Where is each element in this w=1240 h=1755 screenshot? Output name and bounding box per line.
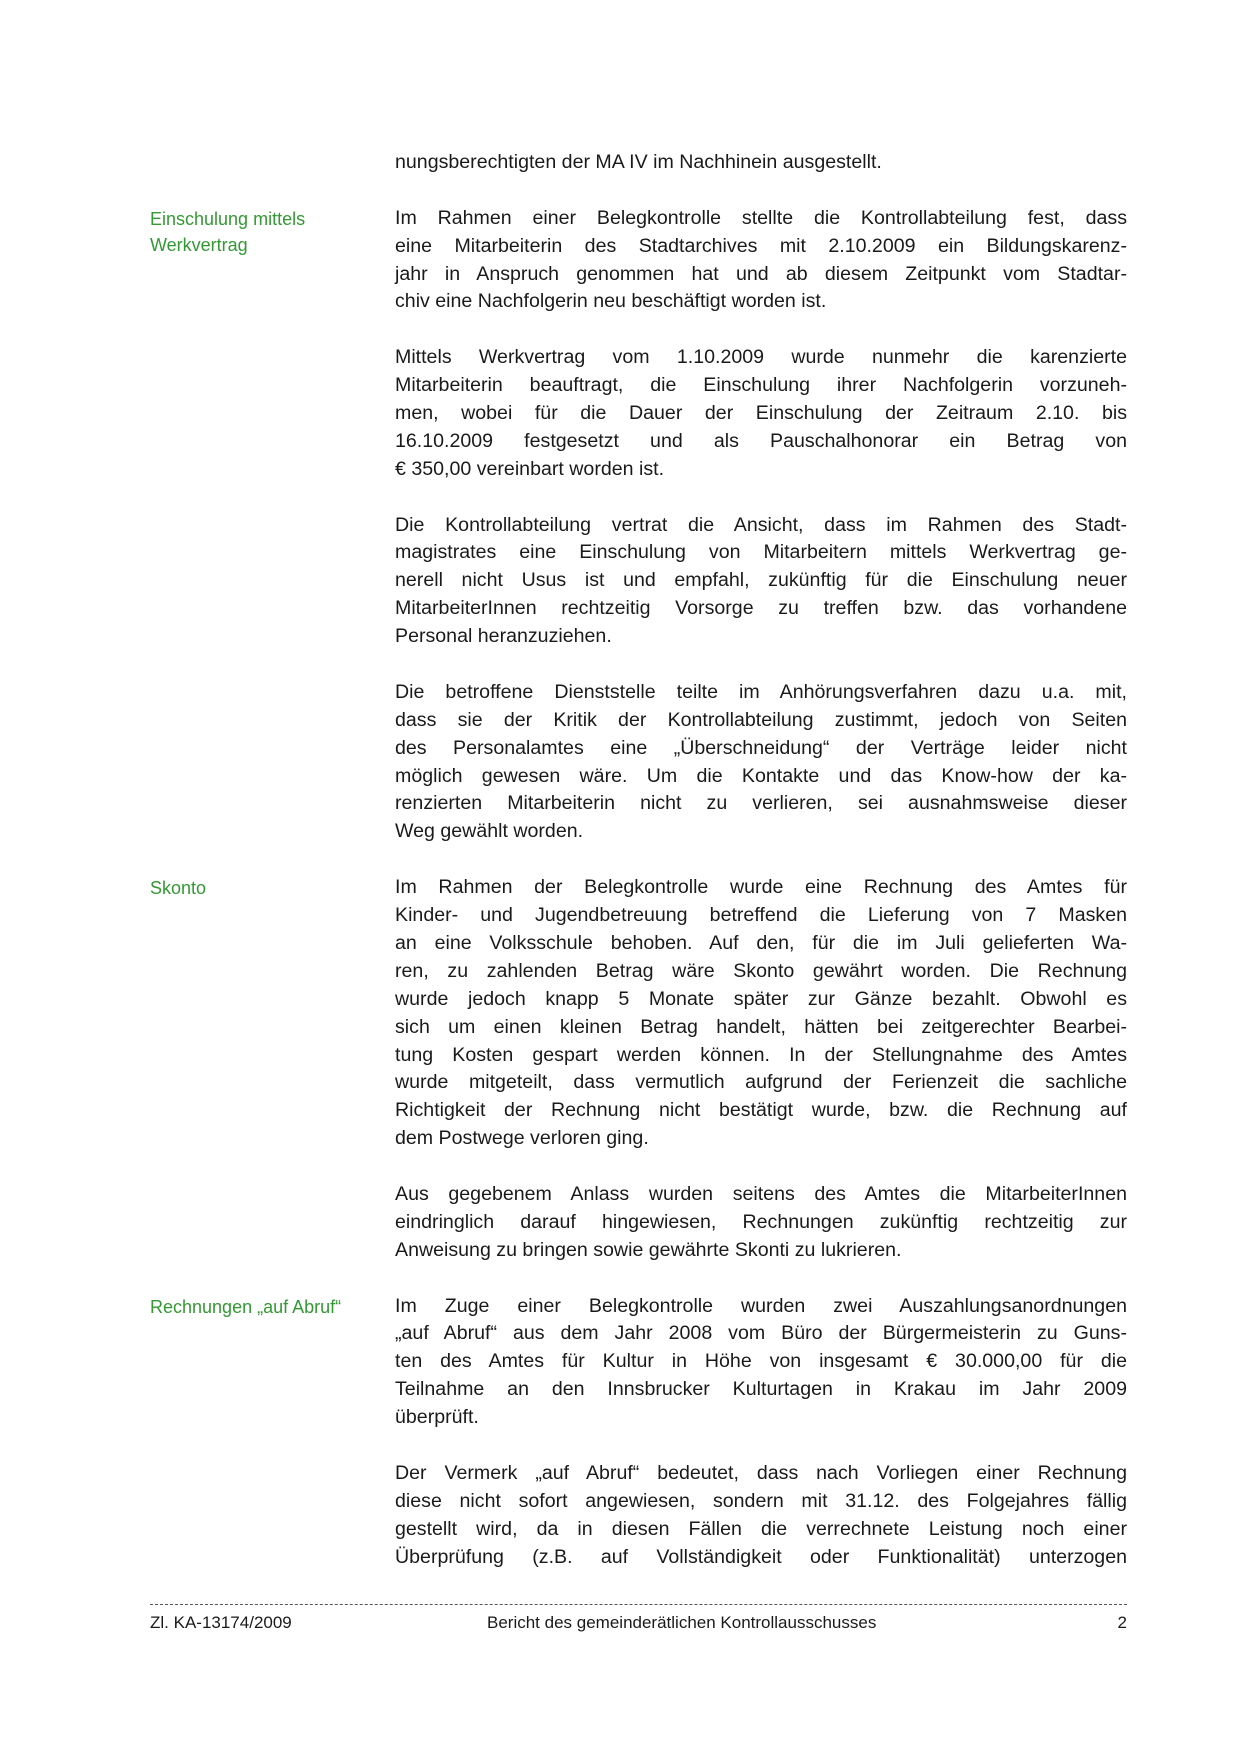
text-section	[150, 1293, 1127, 1572]
margin-heading	[150, 875, 385, 901]
body-paragraph	[395, 874, 1127, 1153]
text-line: möglich gewesen wäre. Um die Kontakte und das Know-how der ka-	[395, 764, 1127, 787]
text-line: ten des Amtes für Kultur in Höhe von insgesamt € 30.000,00 für die	[395, 1350, 1127, 1373]
text-line: eindringlich darauf hingewiesen, Rechnungen zukünftig rechtzeitig zur	[395, 1210, 1127, 1233]
text-line: „auf Abruf“ aus dem Jahr 2008 vom Büro der Bürgermeisterin zu Guns-	[395, 1322, 1127, 1345]
text-line: sich um einen kleinen Betrag handelt, hätten bei zeitgerechter Bearbei-	[395, 1015, 1127, 1038]
text-line: Im Rahmen einer Belegkontrolle stellte die Kontrollabteilung fest, dass	[395, 206, 1127, 229]
text-line: eine Mitarbeiterin des Stadtarchives mit 2.10.2009 ein Bildungskarenz-	[395, 234, 1127, 257]
text-line: Die betroffene Dienststelle teilte im Anhörungsverfahren dazu u.a. mit,	[395, 680, 1127, 703]
text-line: tung Kosten gespart werden können. In der Stellungnahme des Amtes	[395, 1043, 1127, 1066]
text-line: Personal heranzuziehen.	[395, 625, 612, 648]
body-paragraph	[395, 149, 1127, 177]
text-line: Kinder- und Jugendbetreuung betreffend die Lieferung von 7 Masken	[395, 904, 1127, 927]
text-section	[150, 205, 1127, 846]
text-line: ren, zu zahlenden Betrag wäre Skonto gewährt worden. Die Rechnung	[395, 959, 1127, 982]
text-section	[150, 874, 1127, 1264]
text-line: Weg gewählt worden.	[395, 820, 584, 843]
text-line: Die Kontrollabteilung vertrat die Ansicht, dass im Rahmen des Stadt-	[395, 513, 1127, 536]
text-line: dem Postwege verloren ging.	[395, 1127, 649, 1150]
margin-heading-line: Rechnungen „auf Abruf“	[150, 1296, 342, 1317]
text-line: jahr in Anspruch genommen hat und ab diesem Zeitpunkt vom Stadtar-	[395, 262, 1127, 285]
body-paragraph	[395, 679, 1127, 846]
text-line: überprüft.	[395, 1406, 479, 1429]
text-line: Im Zuge einer Belegkontrolle wurden zwei Auszahlungsanordnungen	[395, 1294, 1127, 1317]
body-paragraph	[395, 1293, 1127, 1432]
body-paragraph	[395, 1181, 1127, 1265]
text-line: Im Rahmen der Belegkontrolle wurde eine Rechnung des Amtes für	[395, 876, 1127, 899]
margin-heading	[150, 206, 385, 258]
text-line: men, wobei für die Dauer der Einschulung der Zeitraum 2.10. bis	[395, 402, 1127, 425]
text-line: an eine Volksschule behoben. Auf den, für die im Juli gelieferten Wa-	[395, 931, 1127, 954]
page-number: 2	[1117, 1613, 1127, 1632]
text-line: MitarbeiterInnen rechtzeitig Vorsorge zu treffen bzw. das vorhandene	[395, 597, 1127, 620]
footer-title: Bericht des gemeinderätlichen Kontrollausschusses	[487, 1613, 877, 1632]
margin-heading-line: Einschulung mittels	[150, 208, 306, 229]
body-paragraph	[395, 512, 1127, 651]
text-line: 16.10.2009 festgesetzt und als Pauschalhonorar ein Betrag von	[395, 429, 1127, 452]
text-line: Mitarbeiterin beauftragt, die Einschulung ihrer Nachfolgerin vorzuneh-	[395, 374, 1127, 397]
text-line: des Personalamtes eine „Überschneidung“ der Verträge leider nicht	[395, 736, 1127, 759]
text-line: Überprüfung (z.B. auf Vollständigkeit oder Funktionalität) unterzogen	[395, 1545, 1127, 1568]
body-paragraph	[395, 205, 1127, 317]
text-line: diese nicht sofort angewiesen, sondern mit 31.12. des Folgejahres fällig	[395, 1489, 1127, 1512]
text-line: nerell nicht Usus ist und empfahl, zukünftig für die Einschulung neuer	[395, 569, 1127, 592]
margin-heading-line: Werkvertrag	[150, 234, 248, 255]
text-line: nungsberechtigten der MA IV im Nachhinein ausgestellt.	[395, 151, 882, 173]
text-line: dass sie der Kritik der Kontrollabteilung zustimmt, jedoch von Seiten	[395, 708, 1127, 731]
body-column	[150, 149, 1127, 1599]
text-line: Anweisung zu bringen sowie gewährte Skonti zu lukrieren.	[395, 1238, 902, 1261]
text-section	[395, 149, 1127, 177]
text-line: wurde jedoch knapp 5 Monate später zur Gänze bezahlt. Obwohl es	[395, 987, 1127, 1010]
text-line: wurde mitgeteilt, dass vermutlich aufgrund der Ferienzeit die sachliche	[395, 1071, 1127, 1094]
text-line: chiv eine Nachfolgerin neu beschäftigt worden ist.	[395, 290, 827, 313]
text-line: renzierten Mitarbeiterin nicht zu verlieren, sei ausnahmsweise dieser	[395, 792, 1127, 815]
body-paragraph	[395, 1460, 1127, 1572]
text-line: € 350,00 vereinbart worden ist.	[395, 457, 665, 480]
text-line: Teilnahme an den Innsbrucker Kulturtagen in Krakau im Jahr 2009	[395, 1378, 1127, 1401]
margin-heading	[150, 1294, 385, 1320]
text-line: magistrates eine Einschulung von Mitarbeitern mittels Werkvertrag ge-	[395, 541, 1127, 564]
body-paragraph	[395, 344, 1127, 483]
page-footer	[150, 1604, 1127, 1645]
text-line: Richtigkeit der Rechnung nicht bestätigt wurde, bzw. die Rechnung auf	[395, 1099, 1127, 1122]
text-line: Mittels Werkvertrag vom 1.10.2009 wurde nunmehr die karenzierte	[395, 346, 1127, 369]
text-line: Aus gegebenem Anlass wurden seitens des Amtes die MitarbeiterInnen	[395, 1182, 1127, 1205]
text-line: Der Vermerk „auf Abruf“ bedeutet, dass nach Vorliegen einer Rechnung	[395, 1461, 1127, 1484]
text-line: gestellt wird, da in diesen Fällen die verrechnete Leistung noch einer	[395, 1517, 1127, 1540]
footer-reference: Zl. KA-13174/2009	[150, 1613, 292, 1632]
margin-heading-line: Skonto	[150, 878, 207, 899]
